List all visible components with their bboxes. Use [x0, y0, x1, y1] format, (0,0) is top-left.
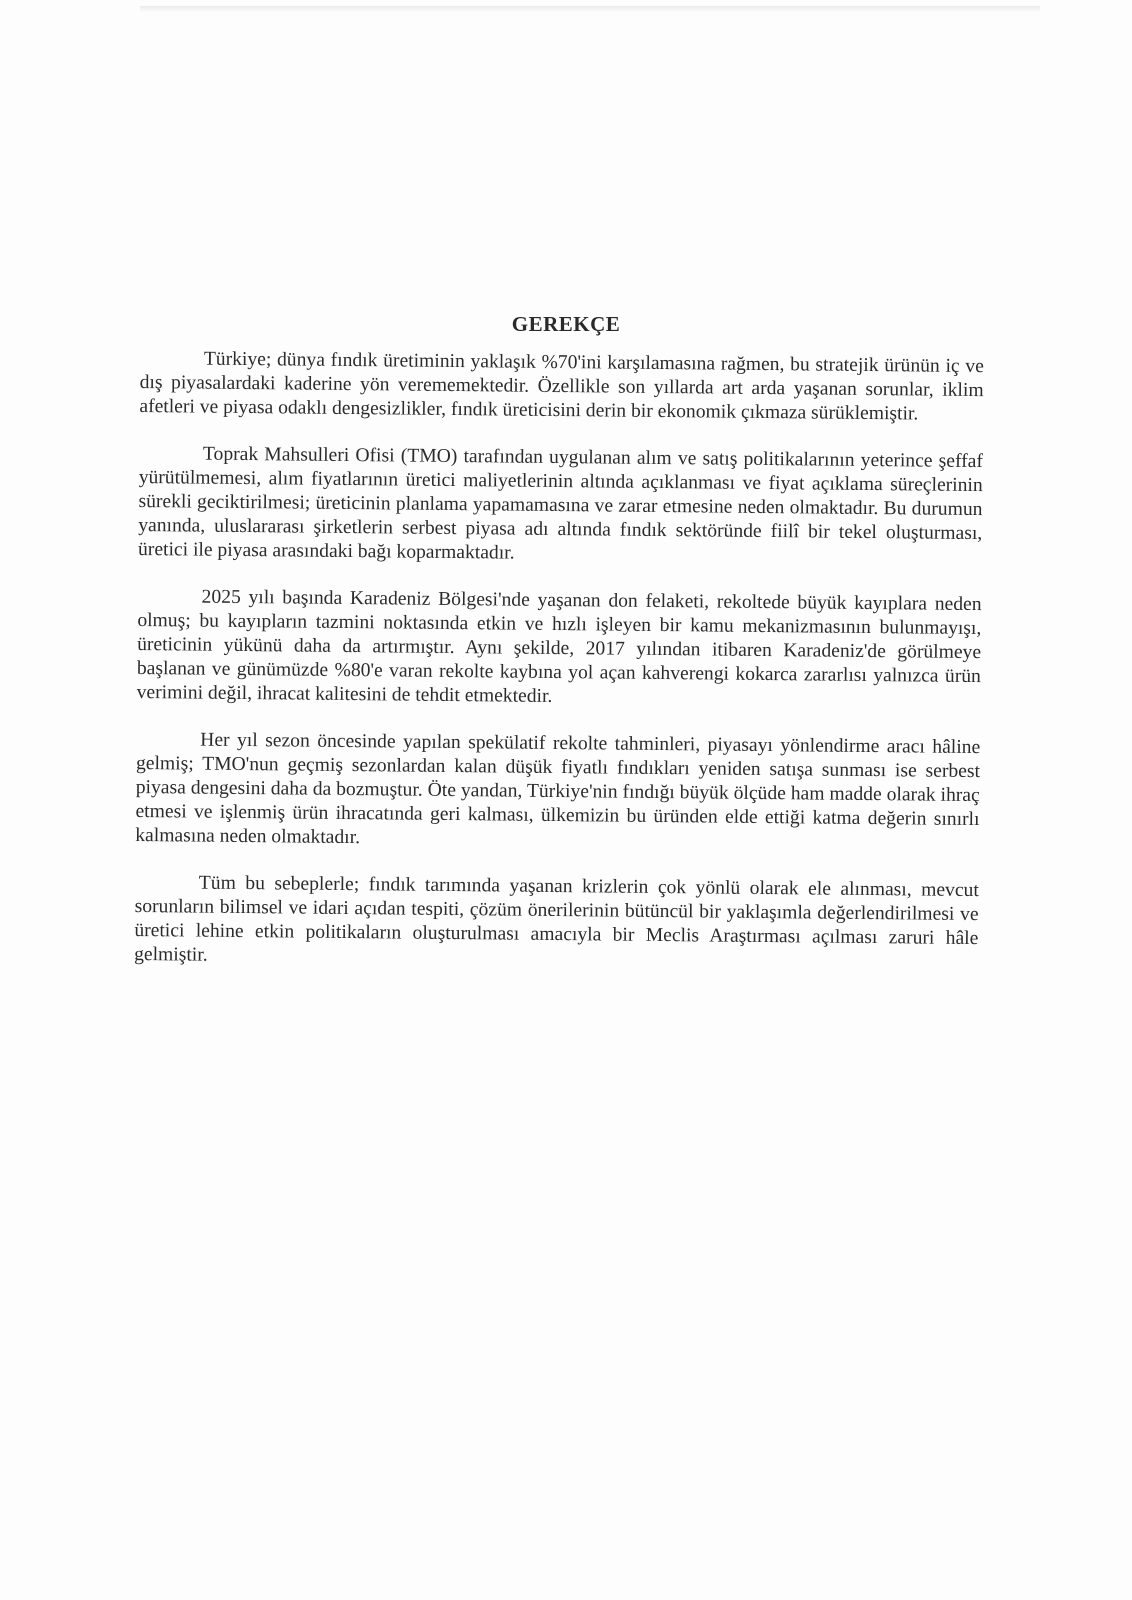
paragraph-3: 2025 yılı başında Karadeniz Bölgesi'nde yaşanan don felaketi, rekoltede büyük kayıplara neden olmuş; bu kayıpların tazmini noktasında etkin ve hızlı işleyen bir kamu mekanizmasının bulunmayışı, üreticinin yükünü daha da artırmıştır. Aynı şekilde, 2017 yılından itibaren Karadeniz'de görülmeye başlanan ve günümüzde %80'e varan rekolte kaybına yol açan kahverengi kokarca zararlısı yalnızca ürün verimini değil, ihracat kalitesini de tehdit etmektedir. [136, 586, 982, 708]
document-body [134, 347, 984, 998]
paragraph-5: Tüm bu sebeplerle; fındık tarımında yaşanan krizlerin çok yönlü olarak ele alınması, mevcut sorunların bilimsel ve idari açıdan tespiti, çözüm önerilerinin bütüncül bir yaklaşımla değerlendirilmesi ve üretici lehine etkin politikaların oluşturulması amacıyla bir Meclis Araştırması açılması zaruri hâle gelmiştir. [134, 872, 979, 966]
scan-shadow [140, 6, 1040, 12]
document-title: GEREKÇE [511, 312, 621, 336]
paragraph-4: Her yıl sezon öncesinde yapılan spekülatif rekolte tahminleri, piyasayı yönlendirme aracı hâline gelmiş; TMO'nun geçmiş sezonlardan kalan düşük fiyatlı fındıkları yeniden satışa sunması ise serbest piyasa dengesini daha da bozmuştur. Öte yandan, Türkiye'nin fındığı büyük ölçüde ham madde olarak ihraç etmesi ve işlenmiş ürün ihracatında geri kalması, ülkemizin bu üründen elde ettiği katma değerin sınırlı kalmasına neden olmaktadır. [135, 729, 981, 849]
paragraph-1: Türkiye; dünya fındık üretiminin yaklaşık %70'ini karşılamasına rağmen, bu stratejik ürünün iç ve dış piyasalardaki kaderine yön verememektedir. Özellikle son yıllarda art arda yaşanan sorunlar, iklim afetleri ve piyasa odaklı dengesizlikler, fındık üreticisini derin bir ekonomik çıkmaza sürüklemiştir. [139, 348, 984, 425]
paragraph-2: Toprak Mahsulleri Ofisi (TMO) tarafından uygulanan alım ve satış politikalarının yeterince şeffaf yürütülmemesi, alım fiyatlarının üretici maliyetlerinin altında açıklanması ve fiyat açıklama süreçlerinin sürekli geciktirilmesi; üreticinin planlama yapamamasına ve zarar etmesine neden olmaktadır. Bu durumun yanında, uluslararası şirketlerin serbest piyasa adı altında fındık sektöründe fiilî bir tekel oluşturması, üretici ile piyasa arasındaki bağı koparmaktadır. [137, 443, 984, 565]
